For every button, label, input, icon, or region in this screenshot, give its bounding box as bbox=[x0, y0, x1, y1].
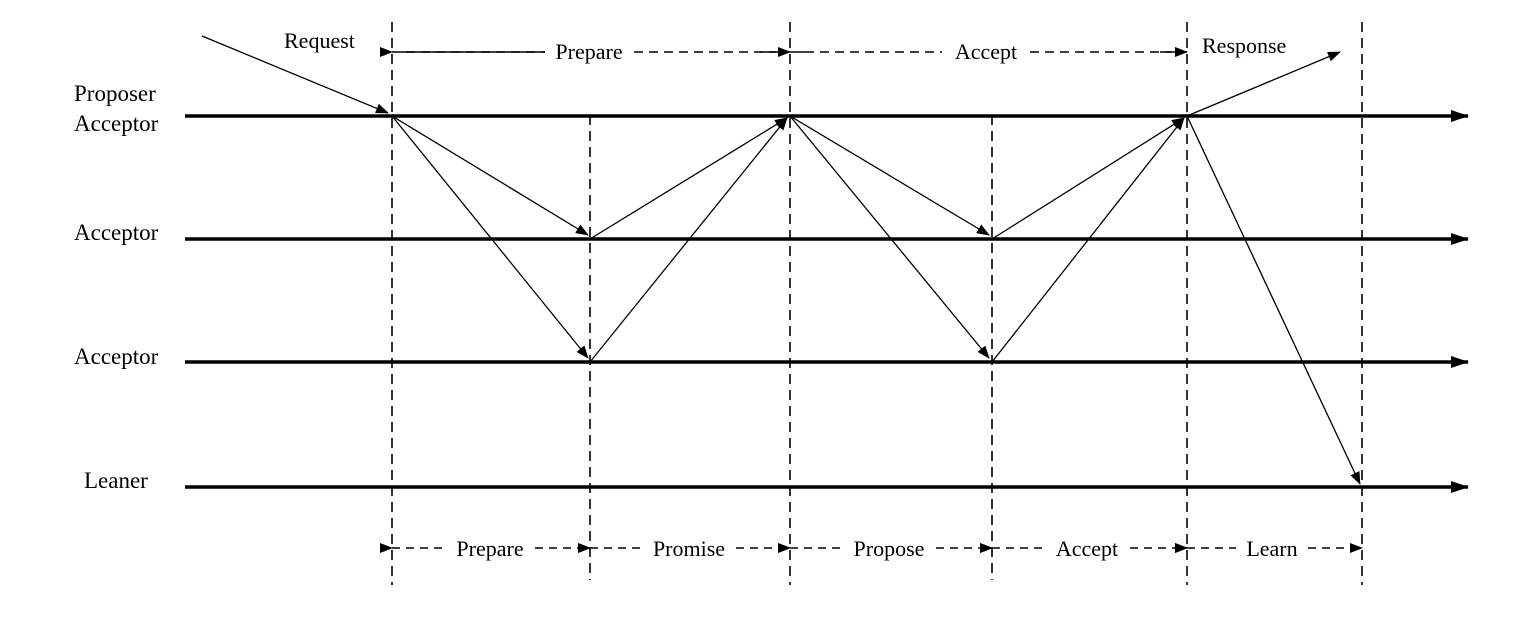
lane-label-proposer: Proposer bbox=[74, 81, 156, 106]
external-messages bbox=[202, 36, 1340, 116]
top-phase-label-prepare: Prepare bbox=[555, 39, 623, 64]
propose-message-arrow bbox=[790, 116, 989, 235]
lane-label-acceptor-3: Acceptor bbox=[74, 344, 159, 369]
response-arrow bbox=[1187, 52, 1340, 116]
phase-boundaries bbox=[392, 22, 1362, 585]
bottom-step-label-prepare: Prepare bbox=[456, 536, 524, 561]
top-phase-label-accept: Accept bbox=[954, 39, 1018, 64]
propose-message-arrow bbox=[790, 116, 989, 358]
bottom-step-label-promise: Promise bbox=[652, 536, 726, 561]
messages bbox=[392, 116, 1360, 484]
lanes bbox=[185, 116, 1468, 487]
bottom-step-label-learn: Learn bbox=[1246, 536, 1298, 561]
bottom-step-label-accept: Accept bbox=[1055, 536, 1119, 561]
prepare-message-arrow bbox=[392, 116, 588, 235]
prepare-message-arrow bbox=[392, 116, 588, 358]
response-label: Response bbox=[1202, 33, 1287, 58]
learn-message-arrow bbox=[1187, 116, 1360, 484]
bottom-step-label-propose: Propose bbox=[853, 536, 925, 561]
accept-message-arrow bbox=[992, 118, 1184, 239]
promise-message-arrow bbox=[590, 118, 787, 239]
lane-label-acceptor-1: Acceptor bbox=[74, 111, 159, 136]
lane-label-learner: Leaner bbox=[84, 468, 148, 493]
request-label: Request bbox=[284, 28, 355, 53]
lane-label-acceptor-2: Acceptor bbox=[74, 220, 159, 245]
